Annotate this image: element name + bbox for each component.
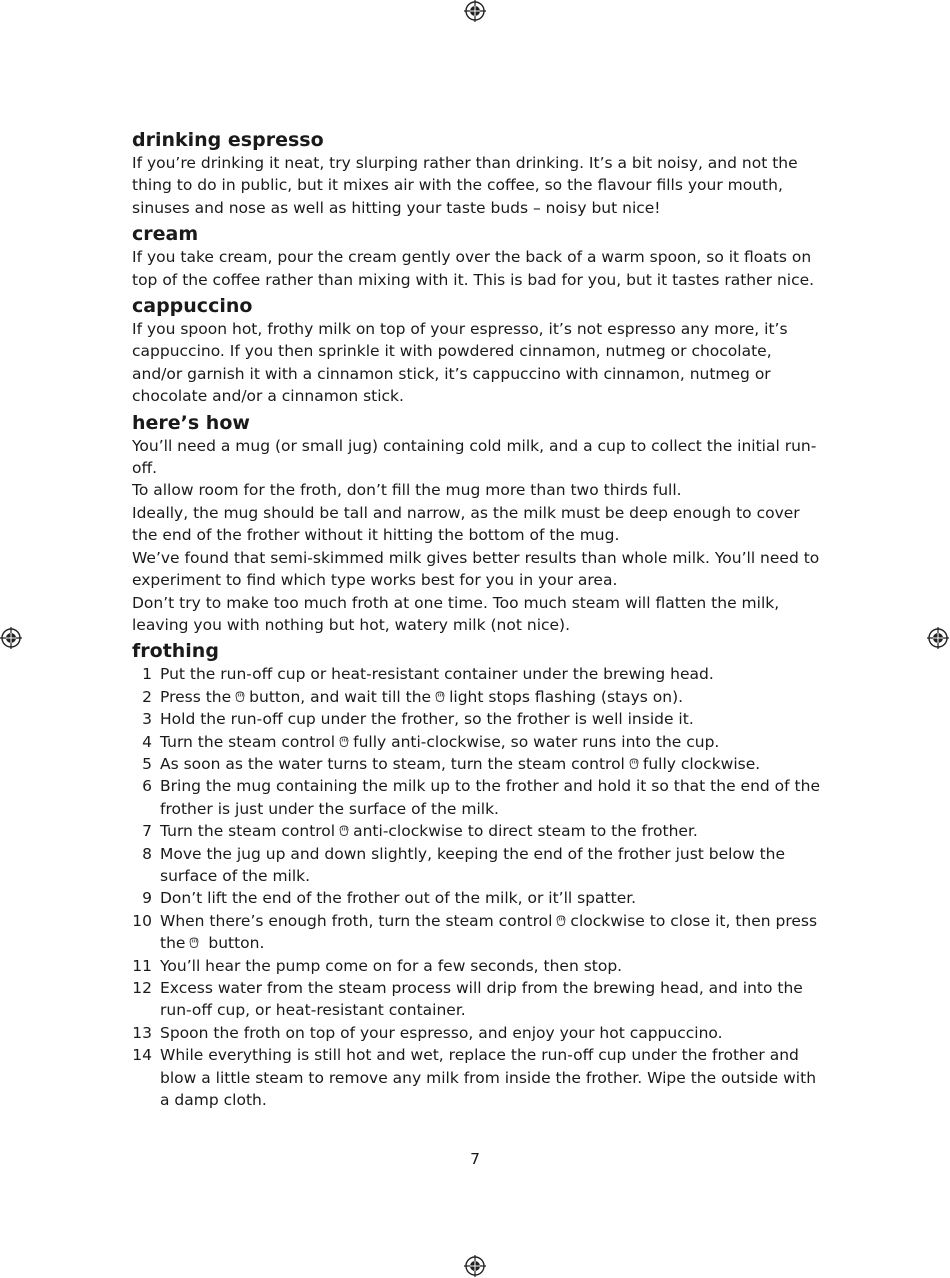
steam-icon [627, 755, 641, 769]
step-number: 5 [142, 754, 152, 773]
step-text-part: Don’t lift the end of the frother out of the milk, or it’ll spatter. [160, 889, 637, 908]
registration-mark-right-icon [927, 627, 949, 649]
step-text-part: button. [203, 934, 265, 953]
paragraph-cappuccino: If you spoon hot, frothy milk on top of your espresso, it’s not espresso any more, it’s cappuccino. If you then sprinkle it with powdered cinnamon, nutmeg or chocolate, and/or garnish it with a cinnamon stick, it’s cappuccino with cinnamon, nutmeg or chocolate and/or a cinnamon stick. [132, 320, 788, 406]
frothing-step [132, 708, 822, 730]
step-text-part: fully clockwise. [642, 754, 761, 773]
step-text [152, 955, 822, 977]
frothing-step [132, 887, 822, 909]
step-number: 3 [142, 710, 152, 729]
page-number: 7 [470, 1150, 480, 1168]
frothing-step [132, 820, 822, 842]
frothing-steps-list [132, 663, 822, 1111]
paragraph-heres-how: Ideally, the mug should be tall and narrow, as the milk must be deep enough to cover the end of the frother without it hitting the bottom of the mug. [132, 503, 800, 545]
heading-cream: cream [132, 223, 199, 246]
step-text-part: Turn the steam control [160, 822, 336, 841]
step-text-part: While everything is still hot and wet, replace the run-off cup under the frother and blow a little steam to remove any milk from inside the frother. Wipe the outside with a damp cloth. [160, 1046, 817, 1110]
step-text-part: Press the [160, 687, 232, 706]
frothing-step [132, 731, 822, 753]
paragraph-cream: If you take cream, pour the cream gently over the back of a warm spoon, so it floats on top of the coffee rather than mixing with it. This is bad for you, but it tastes rather nice. [132, 248, 815, 289]
section-drinking-espresso [132, 128, 822, 219]
paragraph-heres-how: Don’t try to make too much froth at one time. Too much steam will flatten the milk, leaving you with nothing but hot, watery milk (not nice). [132, 593, 780, 634]
step-number: 6 [142, 777, 152, 796]
step-number: 4 [142, 732, 152, 751]
frothing-step [132, 686, 822, 708]
step-number: 7 [142, 822, 152, 841]
heading-heres-how: here’s how [132, 411, 250, 434]
step-number: 13 [132, 1023, 152, 1042]
step-text [152, 843, 822, 888]
steam-icon [337, 733, 351, 747]
step-text-part: Turn the steam control [160, 732, 336, 751]
section-cream [132, 222, 822, 291]
frothing-step [132, 753, 822, 775]
step-text-part: When there’s enough froth, turn the steam control [160, 911, 553, 930]
frothing-step [132, 1044, 822, 1111]
step-text [152, 887, 822, 909]
frothing-step [132, 955, 822, 977]
frothing-step [132, 775, 822, 820]
step-number: 14 [132, 1046, 152, 1065]
step-number: 10 [132, 911, 152, 930]
steam-icon [187, 934, 201, 948]
step-number: 9 [142, 889, 152, 908]
step-text [152, 708, 822, 730]
registration-mark-left-icon [0, 627, 22, 649]
section-heres-how [132, 411, 822, 637]
step-text [152, 910, 822, 955]
step-text-part: As soon as the water turns to steam, turn the steam control [160, 754, 625, 773]
paragraph-heres-how: To allow room for the froth, don’t fill the mug more than two thirds full. [132, 481, 682, 500]
step-text [152, 753, 822, 775]
step-text-part: button, and wait till the [249, 687, 432, 706]
heading-frothing: frothing [132, 640, 219, 663]
step-text [152, 977, 822, 1022]
step-number: 11 [132, 956, 152, 975]
step-text-part: clockwise to close it, then press the [160, 911, 818, 953]
step-text-part: Spoon the froth on top of your espresso, and enjoy your hot cappuccino. [160, 1023, 723, 1042]
steam-icon [233, 688, 247, 702]
steam-icon [337, 822, 351, 836]
step-number: 2 [142, 687, 152, 706]
paragraph-heres-how: You’ll need a mug (or small jug) containing cold milk, and a cup to collect the initial run-off. [132, 436, 817, 478]
step-text [152, 820, 822, 842]
step-number: 8 [142, 844, 152, 863]
registration-mark-top-icon [464, 0, 486, 22]
step-text-part: anti-clockwise to direct steam to the frother. [353, 822, 698, 841]
step-text-part: fully anti-clockwise, so water runs into the cup. [353, 732, 720, 751]
step-text-part: Hold the run-off cup under the frother, so the frother is well inside it. [160, 710, 694, 729]
heading-cappuccino: cappuccino [132, 295, 253, 318]
step-text [152, 663, 822, 685]
step-text [152, 775, 822, 820]
step-text [152, 1022, 822, 1044]
step-text-part: Bring the mug containing the milk up to the frother and hold it so that the end of the frother is just under the surface of the milk. [160, 777, 820, 818]
steam-icon [554, 912, 568, 926]
step-text [152, 686, 822, 708]
frothing-step [132, 843, 822, 888]
heading-drinking-espresso: drinking espresso [132, 129, 324, 151]
paragraph-heres-how: We’ve found that semi-skimmed milk gives better results than whole milk. You’ll need to experiment to find which type works best for you in your area. [132, 548, 820, 590]
step-number: 12 [132, 979, 152, 997]
frothing-step [132, 977, 822, 1022]
steam-icon [433, 688, 447, 702]
registration-mark-bottom-icon [464, 1255, 486, 1277]
step-text-part: Excess water from the steam process will drip from the brewing head, and into the run-off cup, or heat-resistant container. [160, 979, 803, 1020]
frothing-step [132, 910, 822, 955]
step-text [152, 1044, 822, 1111]
step-text [152, 731, 822, 753]
section-cappuccino [132, 294, 822, 408]
step-number: 1 [142, 665, 152, 684]
step-text-part: Move the jug up and down slightly, keeping the end of the frother just below the surface of the milk. [160, 844, 786, 885]
step-text-part: You’ll hear the pump come on for a few seconds, then stop. [160, 956, 623, 975]
frothing-step [132, 1022, 822, 1044]
paragraph-drinking-espresso: If you’re drinking it neat, try slurping rather than drinking. It’s a bit noisy, and not the thing to do in public, but it mixes air with the coffee, so the flavour fills your mouth, sinuses and nose as well as hitting your taste buds – noisy but nice! [132, 154, 798, 217]
frothing-step [132, 663, 822, 685]
page-content [132, 128, 822, 1114]
step-text-part: light stops flashing (stays on). [449, 687, 684, 706]
section-frothing [132, 639, 822, 1111]
step-text-part: Put the run-off cup or heat-resistant container under the brewing head. [160, 665, 714, 684]
